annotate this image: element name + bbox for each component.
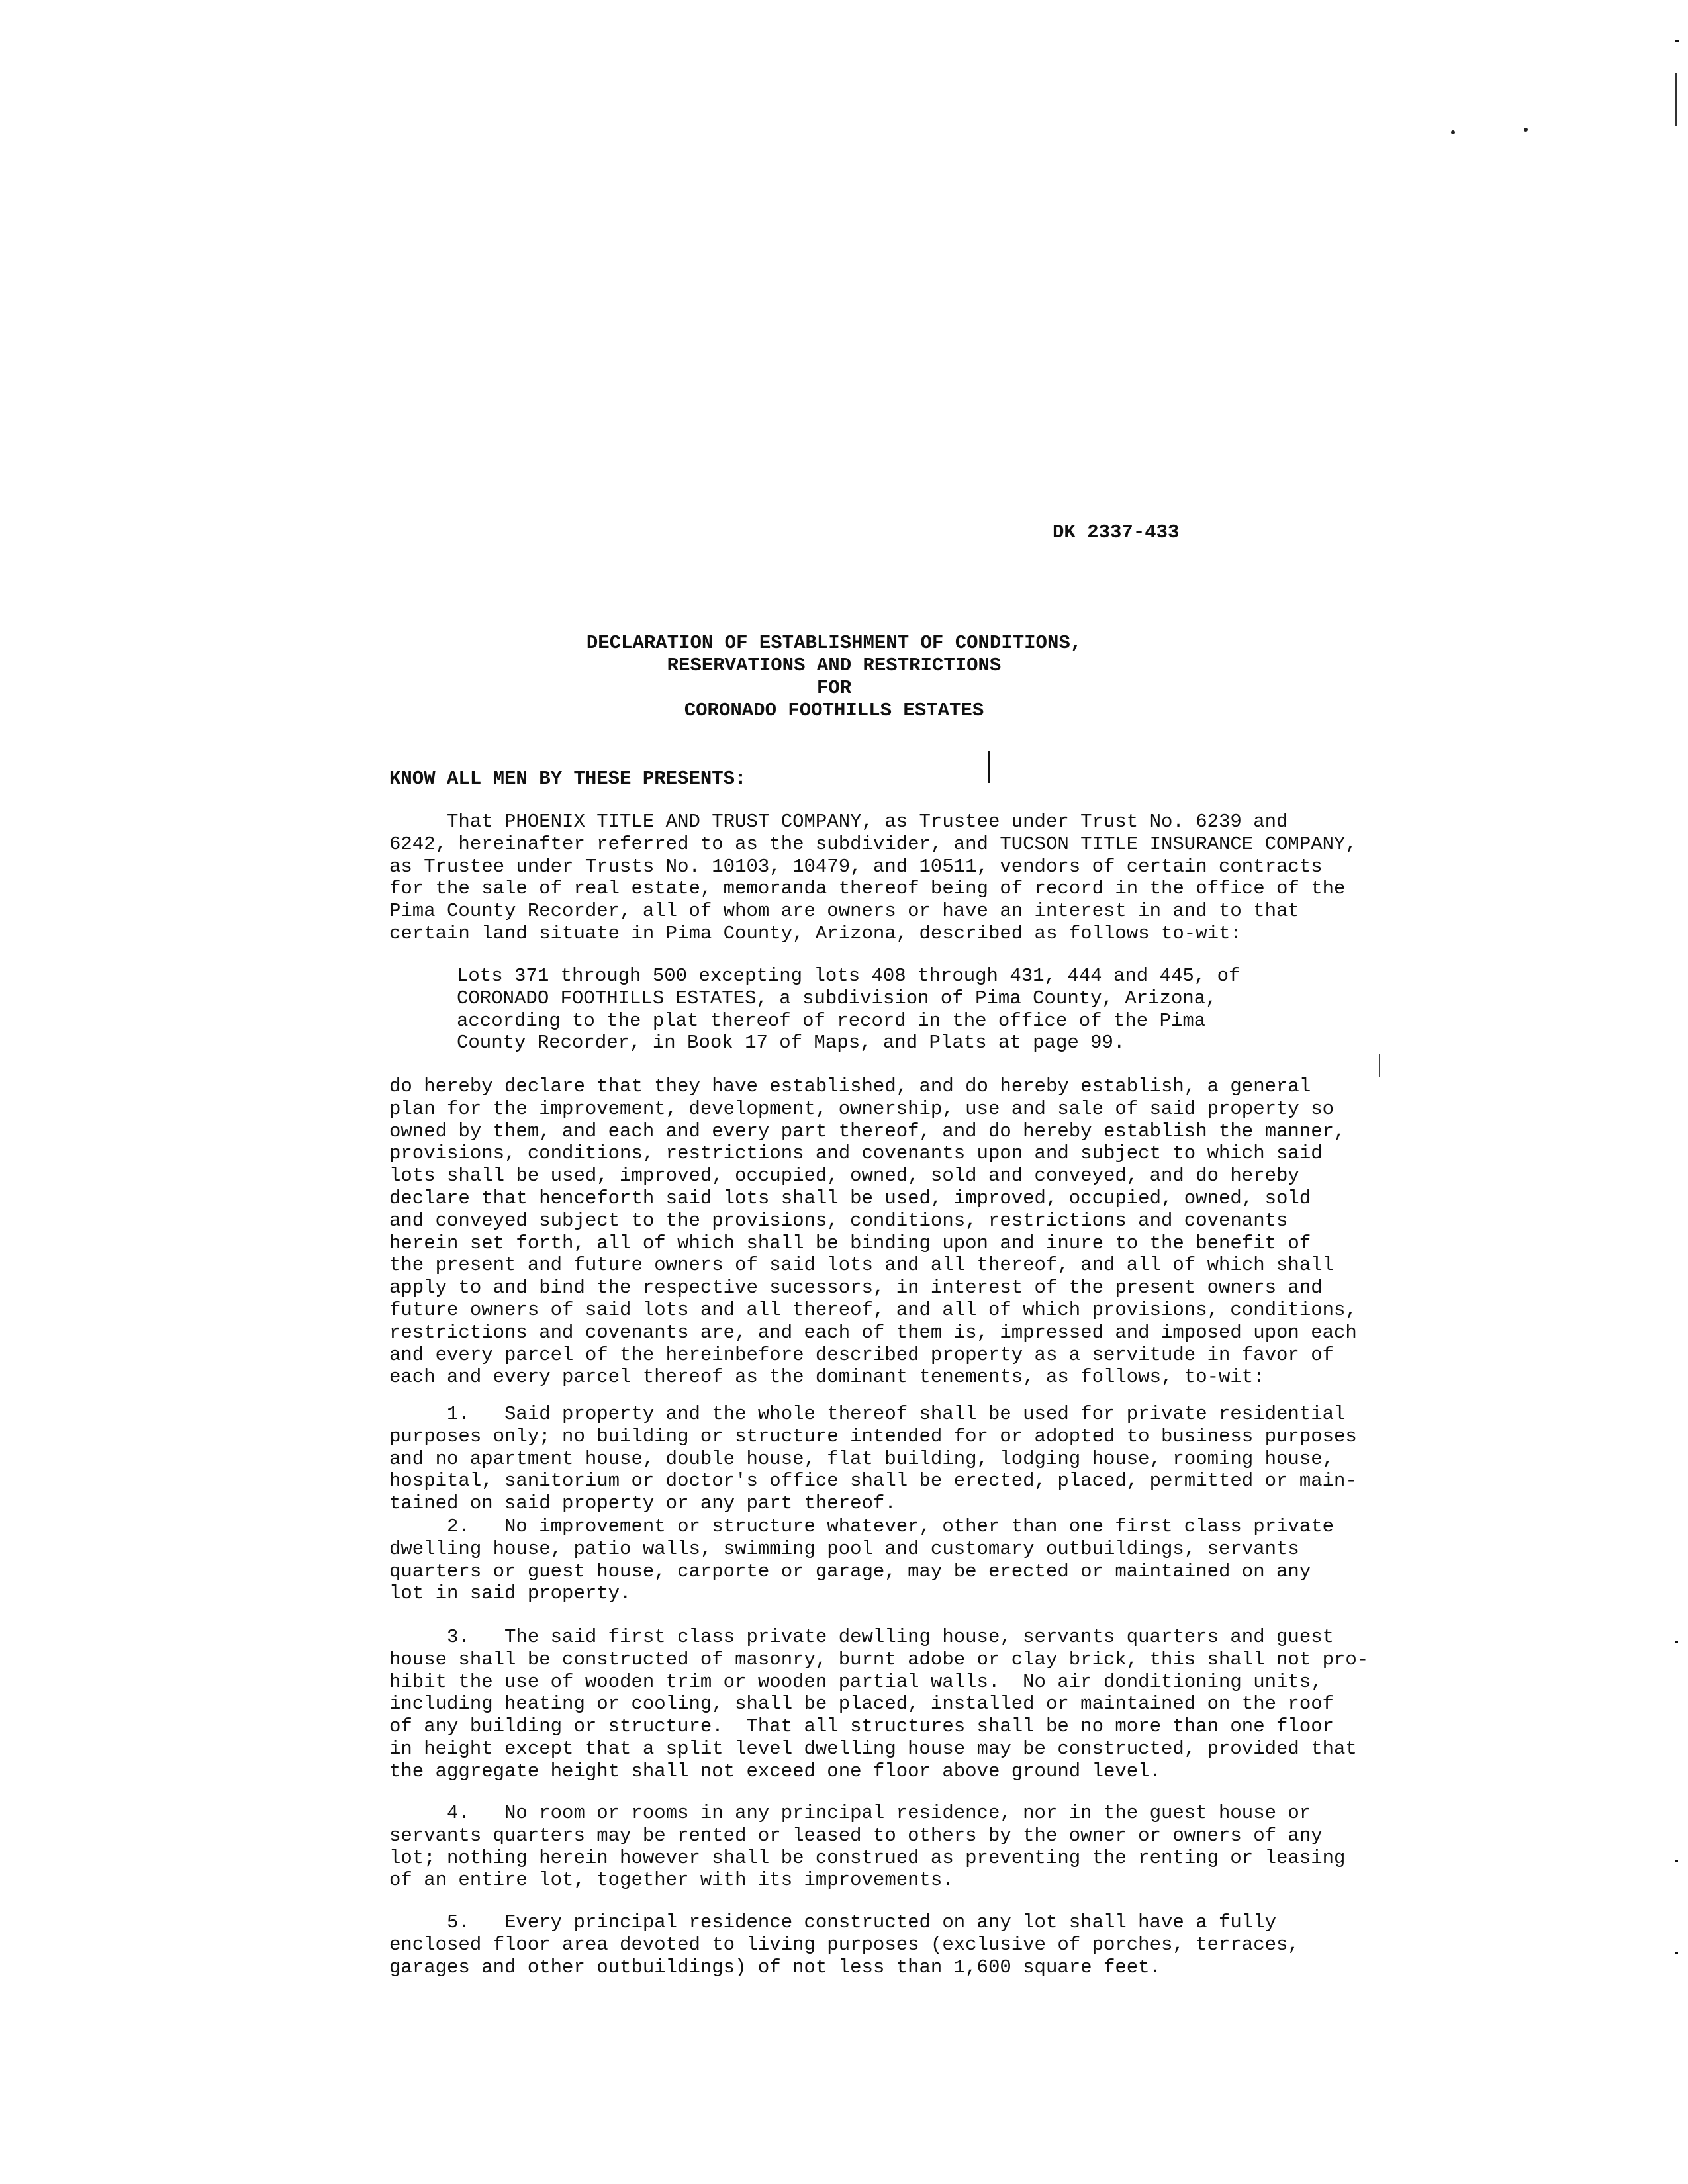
salutation: KNOW ALL MEN BY THESE PRESENTS: bbox=[389, 768, 747, 790]
scan-dot bbox=[1524, 128, 1528, 132]
scan-mark bbox=[1675, 40, 1679, 42]
scan-mark bbox=[1675, 1860, 1678, 1862]
title-line: CORONADO FOOTHILLS ESTATES bbox=[684, 700, 984, 721]
docket-number: DK 2337-433 bbox=[1053, 522, 1180, 543]
restriction-item-4: 4. No room or rooms in any principal residence, nor in the guest house or servants quarters may be rented or leased to others by the owner or owners of any lot; nothing herein however shall be construed as preventing the renting or leasing of an entire lot, together with its improvements. bbox=[389, 1802, 1346, 1891]
scan-mark bbox=[1675, 1952, 1678, 1954]
restriction-item-1: 1. Said property and the whole thereof shall be used for private residential purposes only; no building or structure intended for or adopted to business purposes and no apartment house, double house, flat building, lodging house, rooming house, hospital, sanitorium or doctor's office shall be erected, placed, permitted or main- tained on said property or any part thereof. bbox=[389, 1403, 1357, 1515]
document-title bbox=[583, 632, 1086, 722]
scan-dot bbox=[1451, 130, 1455, 134]
scan-mark bbox=[1675, 1641, 1678, 1643]
scan-mark bbox=[1379, 1054, 1380, 1077]
declaration-paragraph: do hereby declare that they have established, and do hereby establish, a general plan for the improvement, development, ownership, use and sale of said property so owned by them, and each and every part thereof, and do hereby establish the manner, provisions, conditions, restrictions and covenants upon and subject to which said lots shall be used, improved, occupied, owned, sold and conveyed, and do hereby declare that henceforth said lots shall be used, improved, occupied, owned, sold and conveyed subject to the provisions, conditions, restrictions and covenants herein set forth, all of which shall be binding upon and inure to the benefit of the present and future owners of said lots and all thereof, and all of which shall apply to and bind the respective sucessors, in interest of the present owners and future owners of said lots and all thereof, and all of which provisions, conditions, restrictions and covenants are, and each of them is, impressed and imposed upon each and every parcel of the hereinbefore described property as a servitude in favor of each and every parcel thereof as the dominant tenements, as follows, to-wit: bbox=[389, 1075, 1357, 1388]
legal-description: Lots 371 through 500 excepting lots 408 through 431, 444 and 445, of CORONADO FOOTHILLS ESTATES, a subdivision of Pima County, Arizona, according to the plat thereof of record in the office of the Pima County Recorder, in Book 17 of Maps, and Plats at page 99. bbox=[457, 965, 1241, 1054]
scan-mark bbox=[988, 751, 990, 783]
scan-mark bbox=[1675, 73, 1677, 126]
title-line: FOR bbox=[816, 677, 852, 699]
restriction-item-3: 3. The said first class private dewlling house, servants quarters and guest house shall be constructed of masonry, burnt adobe or clay brick, this shall not pro- hibit the use of wooden trim or wooden partial walls. No air donditioning units, including heating or cooling, shall be placed, installed or maintained on the roof of any building or structure. That all structures shall be no more than one floor in height except that a split level dwelling house may be constructed, provided that the aggregate height shall not exceed one floor above ground level. bbox=[389, 1626, 1369, 1782]
restriction-item-5: 5. Every principal residence constructed on any lot shall have a fully enclosed floor area devoted to living purposes (exclusive of porches, terraces, garages and other outbuildings) of not less than 1,600 square feet. bbox=[389, 1911, 1299, 1978]
intro-paragraph: That PHOENIX TITLE AND TRUST COMPANY, as Trustee under Trust No. 6239 and 6242, hereinafter referred to as the subdivider, and TUCSON TITLE INSURANCE COMPANY, as Trustee under Trusts No. 10103, 10479, and 10511, vendors of certain contracts for the sale of real estate, memoranda thereof being of record in the office of the Pima County Recorder, all of whom are owners or have an interest in and to that certain land situate in Pima County, Arizona, described as follows to-wit: bbox=[389, 811, 1357, 944]
title-line: RESERVATIONS AND RESTRICTIONS bbox=[667, 655, 1002, 676]
title-line: DECLARATION OF ESTABLISHMENT OF CONDITIONS, bbox=[586, 632, 1082, 654]
restriction-item-2: 2. No improvement or structure whatever, other than one first class private dwelling house, patio walls, swimming pool and customary outbuildings, servants quarters or guest house, carporte or garage, may be erected or maintained on any lot in said property. bbox=[389, 1516, 1335, 1605]
